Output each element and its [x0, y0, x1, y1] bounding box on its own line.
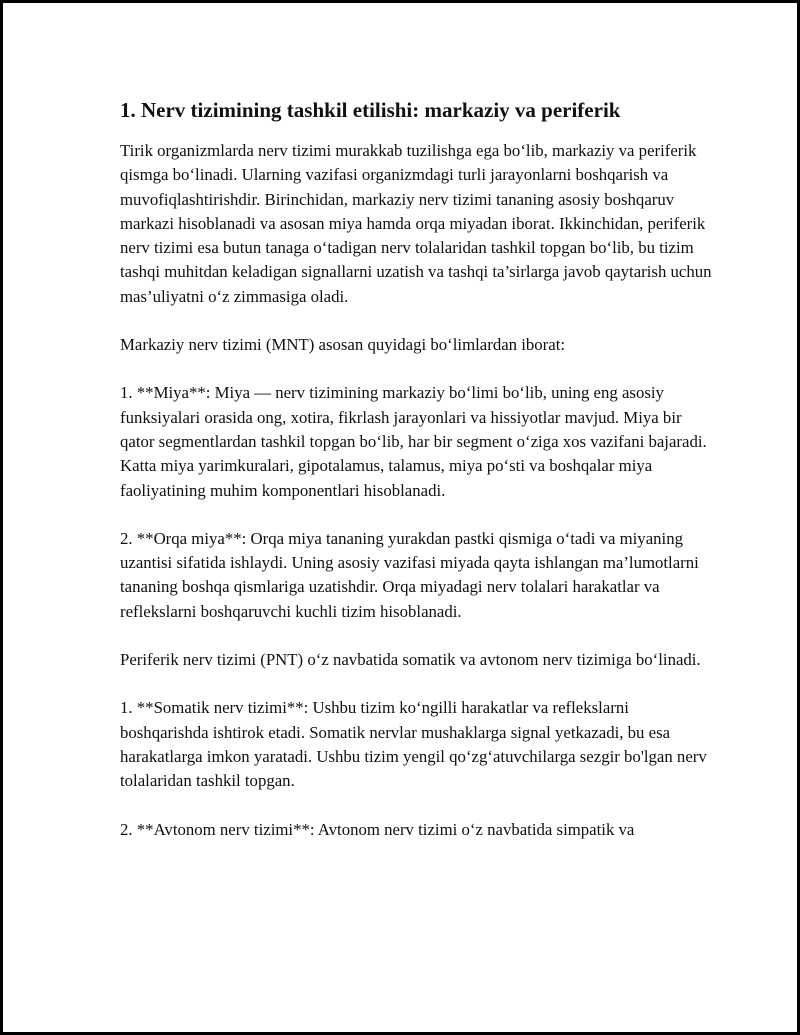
paragraph-somatik: 1. **Somatik nerv tizimi**: Ushbu tizim ko‘ngilli harakatlar va reflekslarni boshqarishda ishtirok etadi. Somatik nervlar mushaklarga signal yetkazadi, bu esa harakatlarga imkon yaratadi. Ushbu tizim yengil qo‘zg‘atuvchilarga sezgir bo'lgan nerv tolalaridan tashkil topgan. — [120, 698, 707, 791]
paragraph-avtonom: 2. **Avtonom nerv tizimi**: Avtonom nerv tizimi o‘z navbatida simpatik va — [120, 819, 635, 839]
paragraph-orqa-miya: 2. **Orqa miya**: Orqa miya tananing yurakdan pastki qismiga o‘tadi va miyaning uzantisi sifatida ishlaydi. Uning asosiy vazifasi miyada qayta ishlangan ma’lumotlarni tananing boshqa qismlariga uzatishdir. Orqa miyadagi nerv tolalari harakatlar va reflekslarni boshqaruvchi kuchli tizim hisoblanadi. — [120, 528, 699, 621]
paragraph-pnt-heading: Periferik nerv tizimi (PNT) o‘z navbatida somatik va avtonom nerv tizimiga bo‘linadi. — [120, 650, 701, 670]
document-content — [120, 95, 720, 866]
paragraph-miya: 1. **Miya**: Miya — nerv tizimining markaziy bo‘limi bo‘lib, uning eng asosiy funksiyalari orasida ong, xotira, fikrlash jarayonlari va hissiyotlar mavjud. Miya bir qator segmentlardan tashkil topgan bo‘lib, har bir segment o‘ziga xos vazifani bajaradi. Katta miya yarimkuralari, gipotalamus, talamus, miya po‘sti va boshqalar miya faoliyatining muhim komponentlari hisoblanadi. — [120, 383, 707, 500]
paragraph-mnt-heading: Markaziy nerv tizimi (MNT) asosan quyidagi bo‘limlardan iborat: — [120, 335, 566, 355]
paragraph-intro: Tirik organizmlarda nerv tizimi murakkab tuzilishga ega bo‘lib, markaziy va periferik qismga bo‘linadi. Ularning vazifasi organizmdagi turli jarayonlarni boshqarish va muvofiqlashtirishdir. Birinchidan, markaziy nerv tizimi tananing asosiy boshqaruv markazi hisoblanadi va asosan miya hamda orqa miyadan iborat. Ikkinchidan, periferik nerv tizimi esa butun tanaga o‘tadigan nerv tolalaridan tashkil topgan bo‘lib, bu tizim tashqi muhitdan keladigan signallarni uzatish va tashqi ta’sirlarga javob qaytarish uchun mas’uliyatni o‘z zimmasiga oladi. — [120, 141, 712, 306]
section-title: 1. Nerv tizimining tashkil etilishi: markaziy va periferik — [120, 98, 621, 122]
